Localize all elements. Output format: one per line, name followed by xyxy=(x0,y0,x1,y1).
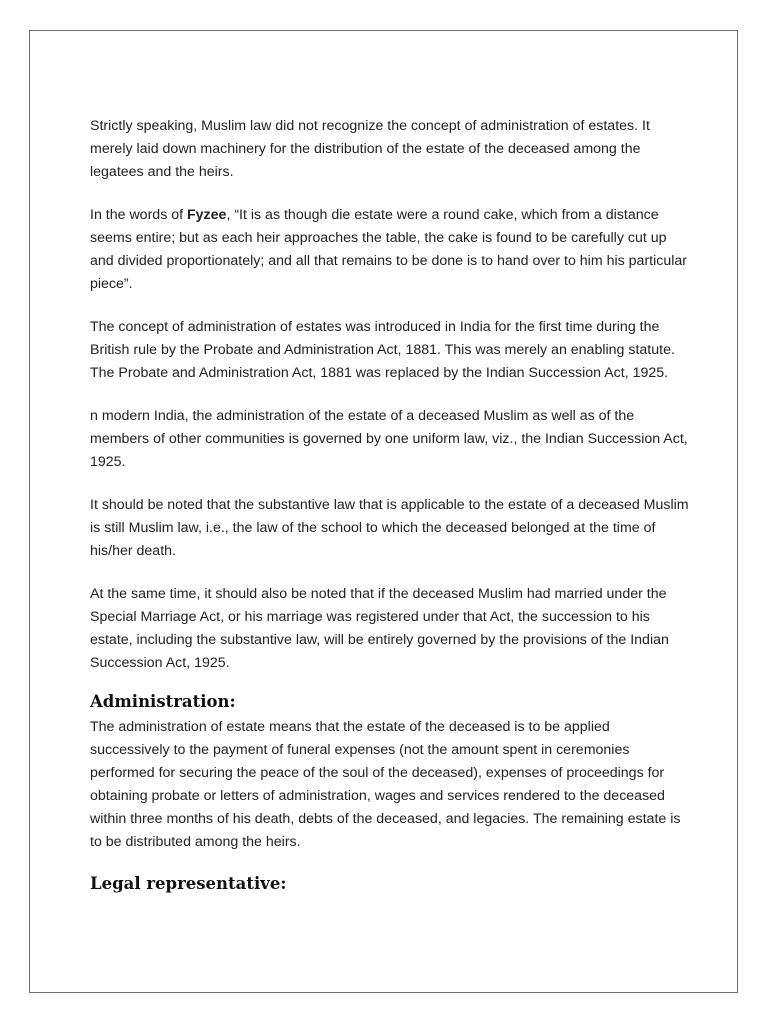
quote-prefix: In the words of xyxy=(90,207,187,223)
heading-administration: Administration: xyxy=(90,692,236,711)
heading-legal-representative: Legal representative: xyxy=(90,874,287,893)
paragraph-modern-india: n modern India, the administration of the estate of a deceased Muslim as well as of the members of other communities is governed by one uniform law, viz., the Indian Succession Act, 1925. xyxy=(90,408,688,470)
document-body xyxy=(90,115,690,898)
paragraph-substantive-law: It should be noted that the substantive law that is applicable to the estate of a deceased Muslim is still Muslim law, i.e., the law of the school to which the deceased belonged at the time of his/her death. xyxy=(90,497,689,559)
paragraph-fyzee-quote xyxy=(90,204,690,296)
quote-text: , “It is as though die estate were a round cake, which from a distance seems entire; but as each heir approaches the table, the cake is found to be carefully cut up and divided proportionately; and all that remains to be done is to hand over to him his particular piece”. xyxy=(90,207,688,292)
document-page xyxy=(29,30,738,993)
paragraph-intro: Strictly speaking, Muslim law did not recognize the concept of administration of estates. It merely laid down machinery for the distribution of the estate of the deceased among the legatees and the heirs. xyxy=(90,118,650,180)
author-name: Fyzee xyxy=(187,207,227,223)
paragraph-administration: The administration of estate means that the estate of the deceased is to be applied successively to the payment of funeral expenses (not the amount spent in ceremonies performed for securing the peace of the soul of the deceased), expenses of proceedings for obtaining probate or letters of administration, wages and services rendered to the deceased within three months of his death, debts of the deceased, and legacies. The remaining estate is to be distributed among the heirs. xyxy=(90,719,681,850)
paragraph-history: The concept of administration of estates was introduced in India for the first time during the British rule by the Probate and Administration Act, 1881. This was merely an enabling statute. The Probate and Administration Act, 1881 was replaced by the Indian Succession Act, 1925. xyxy=(90,319,675,381)
paragraph-special-marriage: At the same time, it should also be noted that if the deceased Muslim had married under the Special Marriage Act, or his marriage was registered under that Act, the succession to his estate, including the substantive law, will be entirely governed by the provisions of the Indian Succession Act, 1925. xyxy=(90,586,669,671)
